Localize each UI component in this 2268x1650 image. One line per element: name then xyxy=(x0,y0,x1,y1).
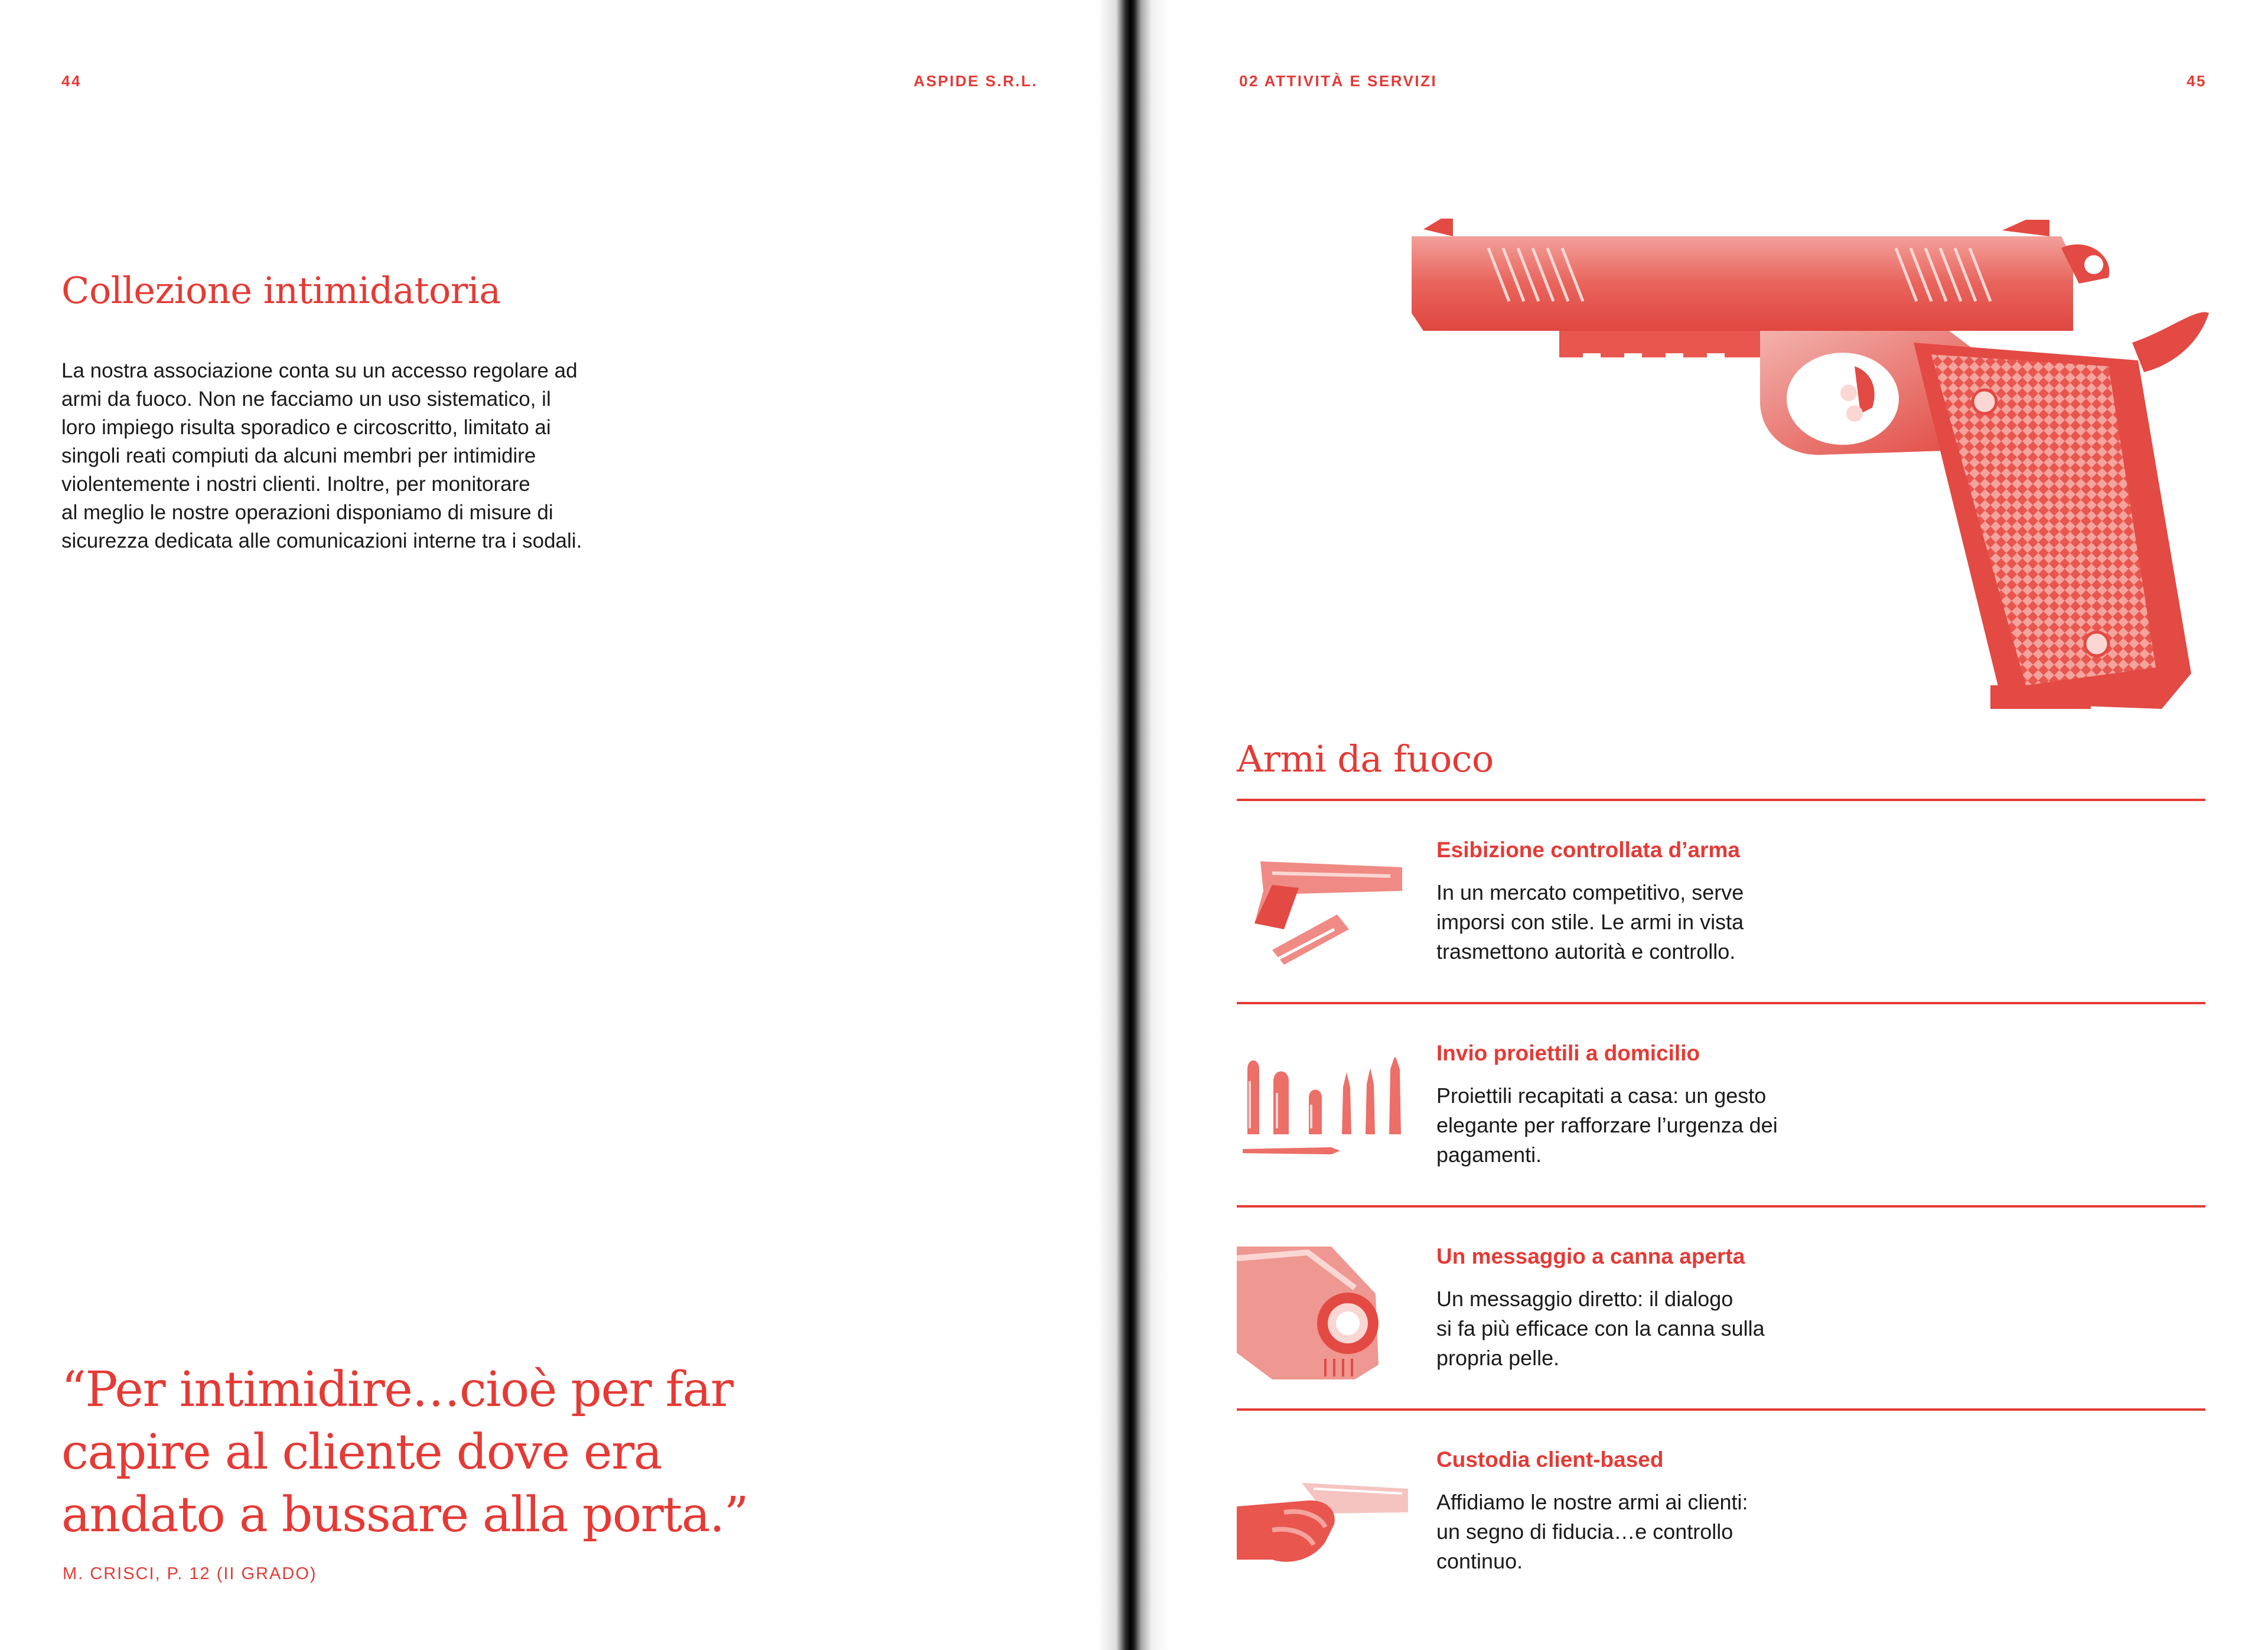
gun-barrel-icon xyxy=(1237,1247,1384,1382)
body-paragraph xyxy=(61,357,582,555)
desc-line: pagamenti. xyxy=(1436,1143,1542,1167)
desc-line: continuo. xyxy=(1436,1549,1523,1573)
body-line: al meglio le nostre operazioni disponiamo di misure di xyxy=(61,501,553,524)
quote-line: andato a bussare alla porta.” xyxy=(61,1487,748,1543)
desc-line: si fa più efficace con la canna sulla xyxy=(1436,1316,1765,1340)
item-description xyxy=(1436,1488,1748,1576)
body-line: La nostra associazione conta su un accesso regolare ad xyxy=(61,359,578,382)
pistol-with-magazine-icon xyxy=(1237,844,1408,974)
left-page xyxy=(0,0,1125,1650)
desc-line: trasmettono autorità e controllo. xyxy=(1436,939,1736,964)
body-line: sicurezza dedicata alle comunicazioni interne tra i sodali. xyxy=(61,529,582,552)
desc-line: Proiettili recapitati a casa: un gesto xyxy=(1436,1083,1767,1108)
desc-line: Un messaggio diretto: il dialogo xyxy=(1436,1287,1733,1311)
book-gutter xyxy=(1099,0,1169,1650)
item-title: Un messaggio a canna aperta xyxy=(1436,1244,1745,1268)
body-line: violentemente i nostri clienti. Inoltre, per monitorare xyxy=(61,473,530,496)
divider xyxy=(1237,799,2205,801)
bullets-icon xyxy=(1237,1057,1414,1170)
item-description xyxy=(1436,878,1744,966)
item-title: Esibizione controllata d’arma xyxy=(1436,838,1741,862)
running-header: ASPIDE S.R.L. xyxy=(913,72,1038,90)
divider xyxy=(1237,1205,2205,1208)
desc-line: propria pelle. xyxy=(1436,1346,1560,1370)
pistol-illustration xyxy=(1406,213,2209,715)
divider xyxy=(1237,1002,2205,1004)
section-title: Collezione intimidatoria xyxy=(61,269,501,312)
item-description xyxy=(1436,1284,1765,1373)
desc-line: elegante per rafforzare l’urgenza dei xyxy=(1436,1113,1778,1137)
quote-line: “Per intimidire…cioè per far xyxy=(61,1362,733,1418)
item-title: Invio proiettili a domicilio xyxy=(1436,1041,1700,1065)
divider xyxy=(1237,1408,2205,1411)
item-title: Custodia client-based xyxy=(1436,1447,1664,1472)
hand-holding-gun-icon xyxy=(1237,1471,1414,1571)
quote-line: capire al cliente dove era xyxy=(61,1424,662,1480)
running-header: 02 ATTIVITÀ E SERVIZI xyxy=(1239,72,1438,90)
item-description xyxy=(1436,1081,1778,1170)
pull-quote xyxy=(61,1359,748,1547)
page-number: 44 xyxy=(61,72,82,90)
body-line: loro impiego risulta sporadico e circoscritto, limitato ai xyxy=(61,416,551,439)
desc-line: In un mercato competitivo, serve xyxy=(1436,880,1744,904)
desc-line: imporsi con stile. Le armi in vista xyxy=(1436,910,1744,934)
quote-attribution: M. CRISCI, P. 12 (II GRADO) xyxy=(63,1564,317,1583)
page-number: 45 xyxy=(2186,72,2207,90)
section-title: Armi da fuoco xyxy=(1237,737,1494,780)
desc-line: Affidiamo le nostre armi ai clienti: xyxy=(1436,1490,1748,1514)
body-line: singoli reati compiuti da alcuni membri per intimidire xyxy=(61,444,536,467)
desc-line: un segno di fiducia…e controllo xyxy=(1436,1519,1733,1544)
body-line: armi da fuoco. Non ne facciamo un uso sistematico, il xyxy=(61,388,551,411)
